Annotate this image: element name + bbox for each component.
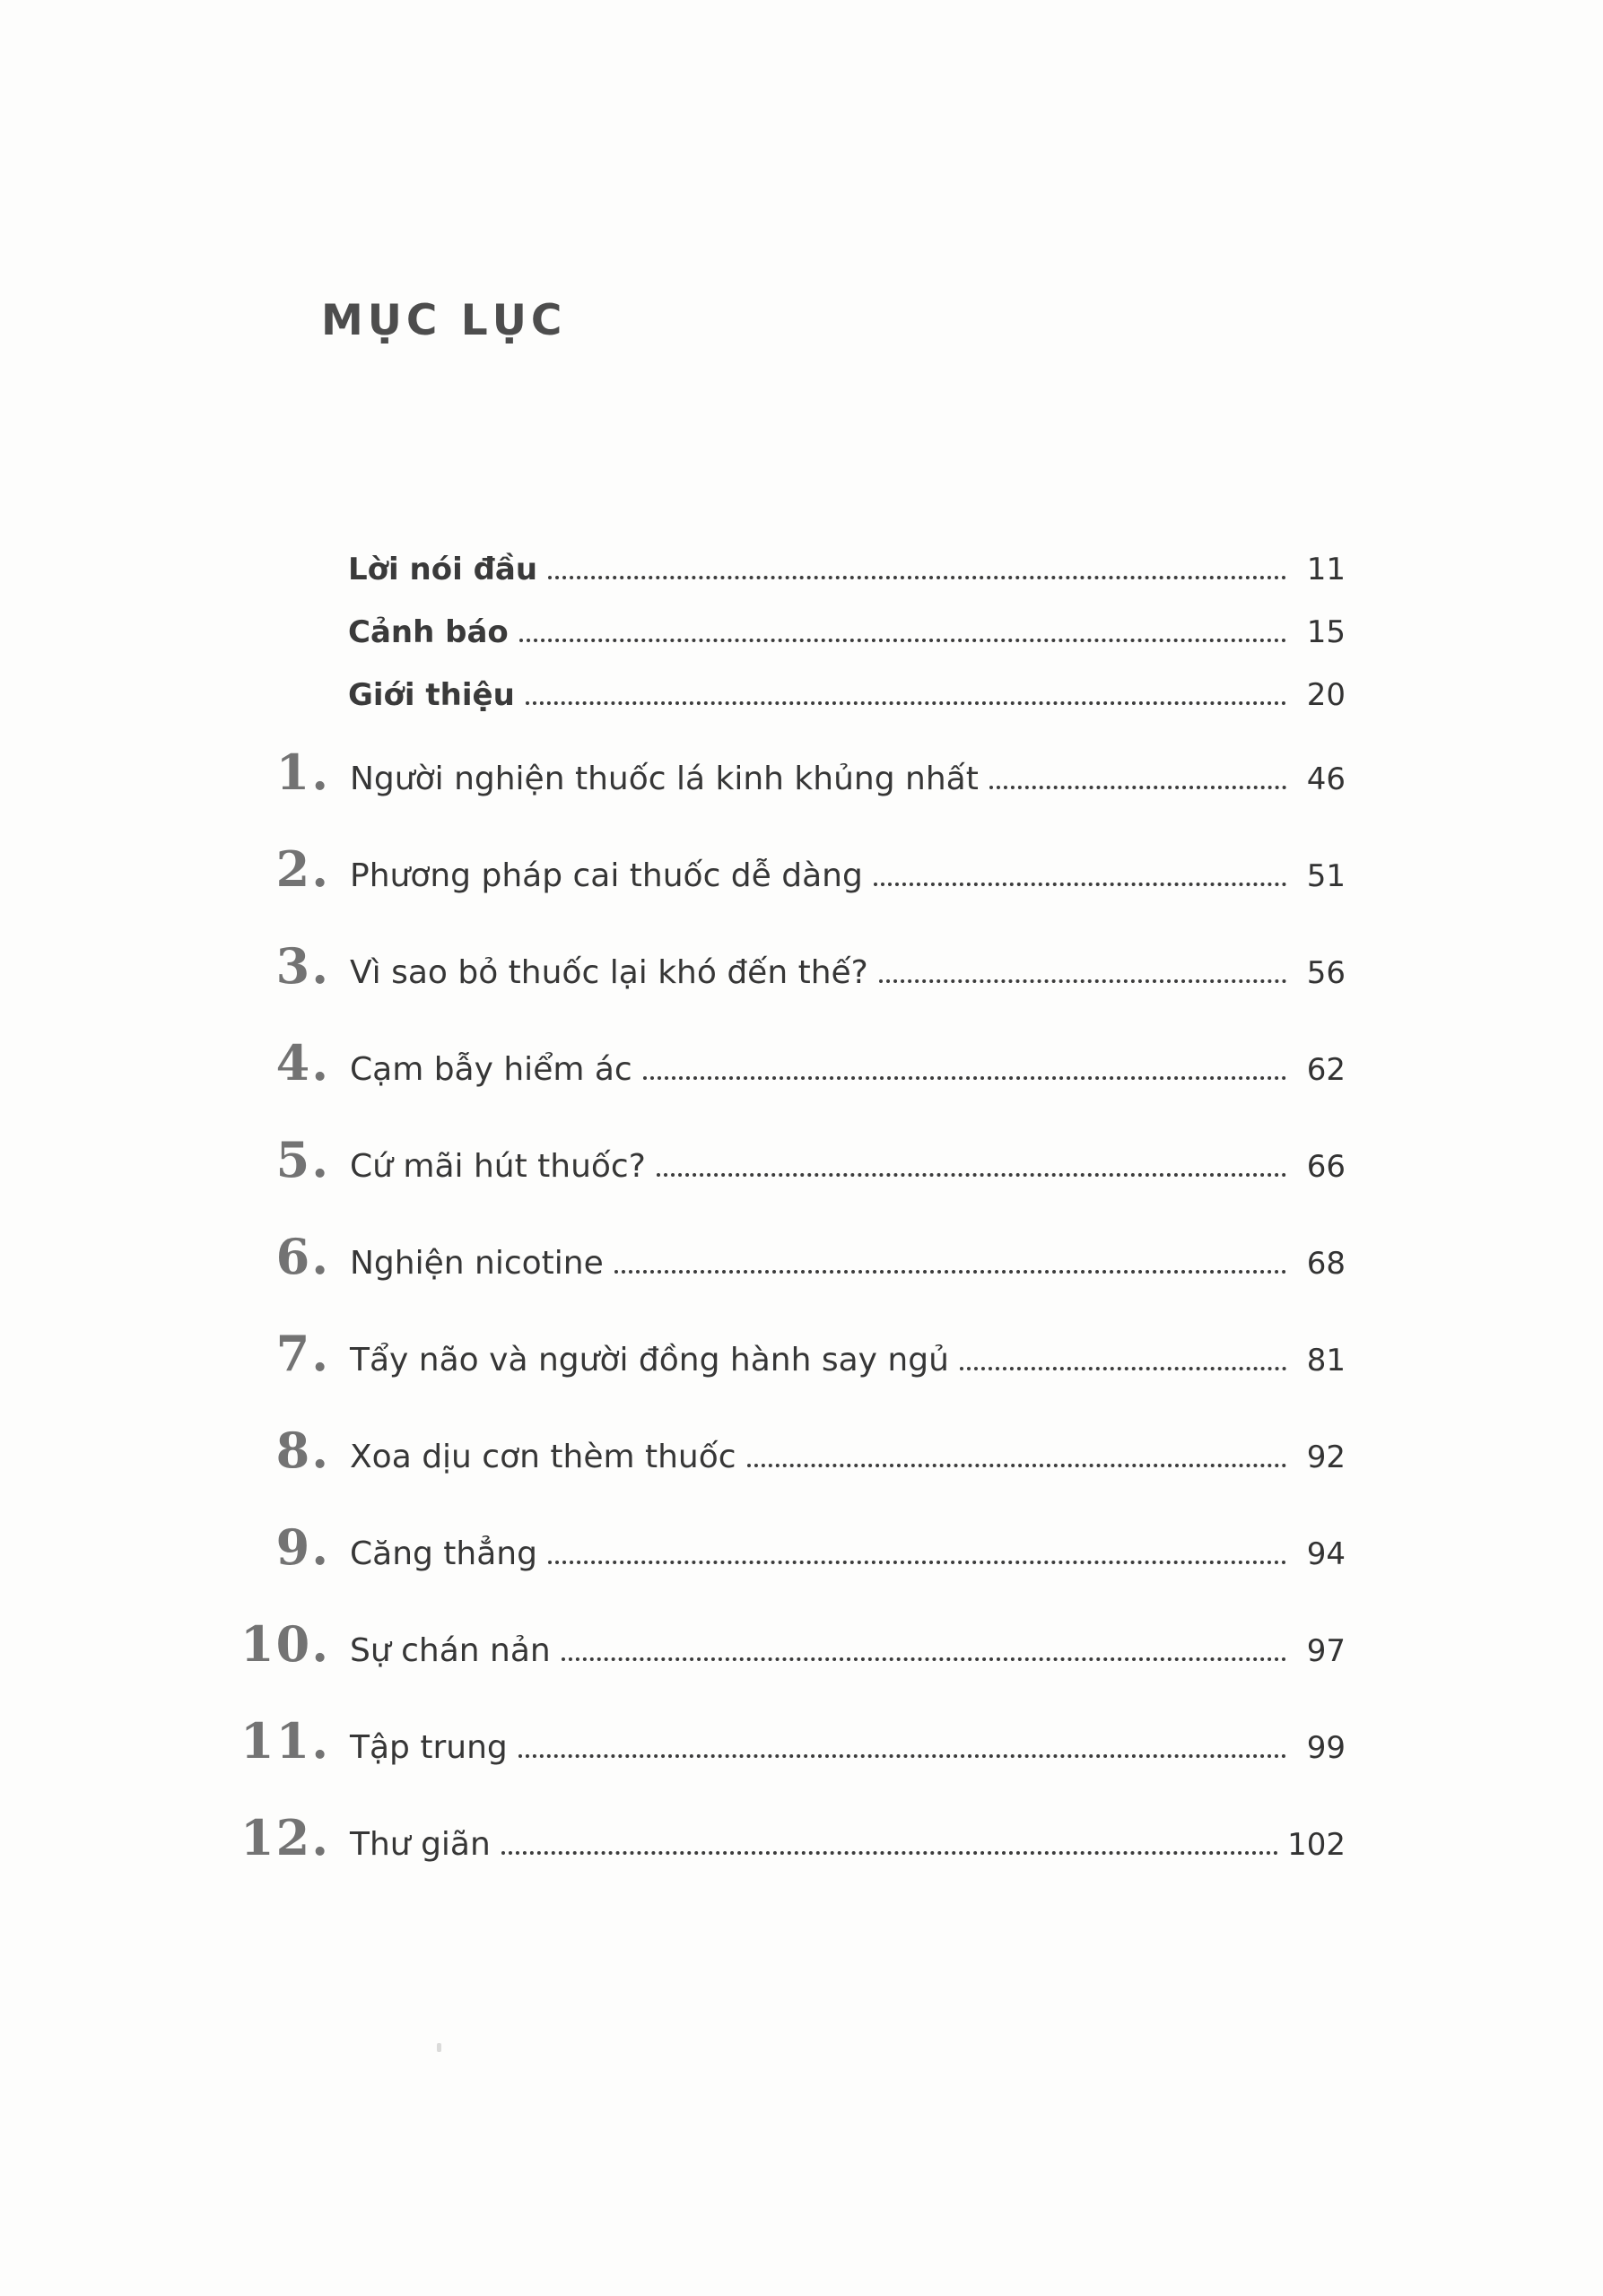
chapter-number: 12.	[240, 1809, 330, 1866]
toc-entry-label: Xoa dịu cơn thèm thuốc	[350, 1439, 736, 1475]
toc-entry-label: Tẩy não và người đồng hành say ngủ	[350, 1342, 949, 1378]
toc-entry-page: 97	[1306, 1633, 1346, 1669]
toc-entry-page: 51	[1306, 858, 1346, 894]
dot-leader	[519, 635, 1286, 642]
dot-leader	[657, 1170, 1286, 1177]
dot-leader	[614, 1266, 1286, 1274]
toc-entry	[348, 552, 1346, 587]
toc-entry-page: 20	[1306, 677, 1346, 713]
chapter-number: 4.	[275, 1034, 330, 1091]
toc-entry	[179, 842, 1346, 896]
toc-entry-page: 62	[1306, 1052, 1346, 1088]
chapter-number: 1.	[275, 744, 330, 801]
chapter-number: 7.	[275, 1325, 330, 1382]
toc-entry	[179, 745, 1346, 799]
toc-entry-label: Giới thiệu	[348, 677, 515, 713]
toc-entry-page: 102	[1287, 1827, 1346, 1863]
toc-entry	[348, 614, 1346, 650]
toc-entry-page: 81	[1306, 1343, 1346, 1378]
toc-entry	[179, 1520, 1346, 1574]
toc-entry-label: Sự chán nản	[350, 1632, 551, 1669]
toc-entry	[179, 1423, 1346, 1477]
toc-entry	[179, 1326, 1346, 1380]
dot-leader	[548, 572, 1286, 579]
toc-entry-page: 66	[1306, 1149, 1346, 1185]
chapter-number: 8.	[275, 1422, 330, 1479]
toc-entry-label: Cứ mãi hút thuốc?	[350, 1148, 646, 1185]
chapter-number: 3.	[275, 937, 330, 995]
toc-entry	[179, 1036, 1346, 1090]
toc-entry-label: Cạm bẫy hiểm ác	[350, 1051, 632, 1088]
toc-entry	[179, 1617, 1346, 1671]
toc-entry-page: 68	[1306, 1246, 1346, 1282]
toc-entry-label: Nghiện nicotine	[350, 1245, 604, 1282]
dot-leader	[874, 879, 1286, 886]
dot-leader	[960, 1363, 1286, 1370]
toc-entry-page: 99	[1306, 1730, 1346, 1766]
toc-entry	[179, 1714, 1346, 1768]
toc-entry-label: Căng thẳng	[350, 1535, 537, 1572]
dot-leader	[518, 1751, 1286, 1758]
dot-leader	[562, 1654, 1286, 1661]
toc-entry-page: 11	[1306, 552, 1346, 587]
dot-leader	[501, 1848, 1278, 1855]
toc-entry	[179, 1811, 1346, 1865]
chapter-number: 2.	[275, 840, 330, 898]
page-title: MỤC LỤC	[321, 296, 567, 345]
toc-entry-page: 15	[1306, 614, 1346, 650]
chapter-number: 9.	[275, 1518, 330, 1576]
scan-artifact	[437, 2043, 441, 2052]
toc-entry-label: Cảnh báo	[348, 614, 509, 650]
toc-entry-page: 46	[1306, 761, 1346, 797]
dot-leader	[643, 1073, 1286, 1080]
front-matter-section	[179, 552, 1346, 713]
toc-entry-label: Lời nói đầu	[348, 552, 538, 587]
toc-entry	[179, 1133, 1346, 1187]
toc-entry	[348, 677, 1346, 713]
toc-entry-label: Người nghiện thuốc lá kinh khủng nhất	[350, 761, 979, 797]
chapter-number: 11.	[240, 1712, 330, 1770]
dot-leader	[879, 976, 1286, 983]
dot-leader	[747, 1460, 1286, 1467]
chapter-number: 5.	[275, 1131, 330, 1188]
toc-entry-label: Thư giãn	[350, 1826, 491, 1863]
dot-leader	[526, 698, 1286, 705]
chapter-number: 10.	[240, 1615, 330, 1673]
toc-entry-page: 92	[1306, 1439, 1346, 1475]
toc-entry	[179, 939, 1346, 993]
toc-entry-label: Phương pháp cai thuốc dễ dàng	[350, 857, 863, 894]
toc-entry-label: Tập trung	[350, 1729, 508, 1766]
toc-entry	[179, 1230, 1346, 1283]
toc-entry-page: 94	[1306, 1536, 1346, 1572]
chapter-section	[179, 745, 1346, 1865]
toc-entry-label: Vì sao bỏ thuốc lại khó đến thế?	[350, 954, 868, 991]
table-of-contents	[179, 269, 1346, 1908]
dot-leader	[989, 782, 1286, 789]
chapter-number: 6.	[275, 1228, 330, 1285]
dot-leader	[548, 1557, 1286, 1564]
toc-entry-page: 56	[1306, 955, 1346, 991]
